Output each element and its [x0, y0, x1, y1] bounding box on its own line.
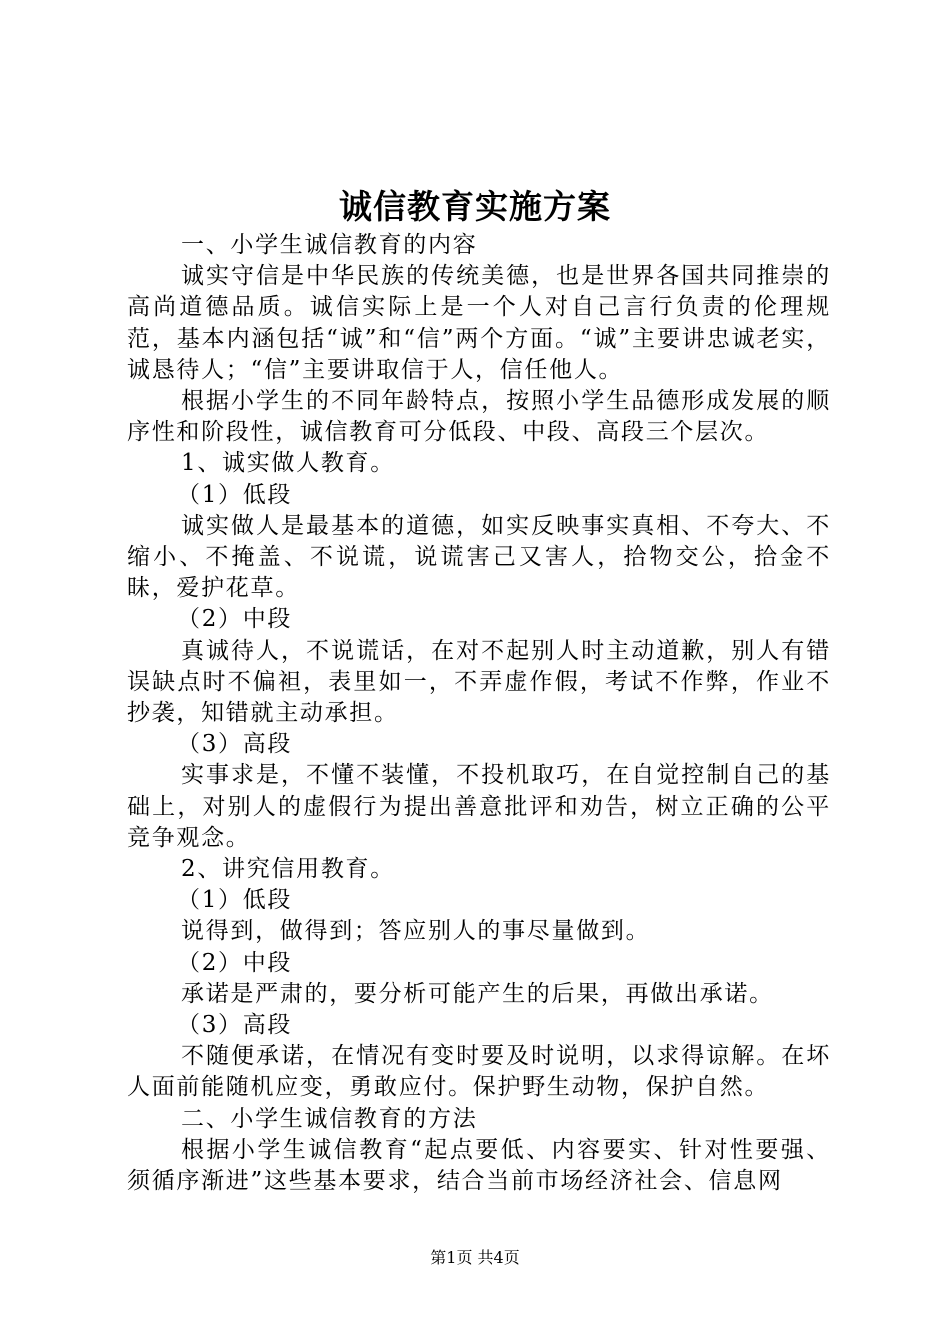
- document-title: 诚信教育实施方案: [339, 187, 611, 226]
- body-paragraph: 真诚待人，不说谎话，在对不起别人时主动道歉，别人有错误缺点时不偏袒，表里如一，不弄虚作假，考试不作弊，作业不抄袭，知错就主动承担。: [127, 637, 831, 727]
- stage-heading: （2）中段: [177, 606, 293, 633]
- section-heading: 二、小学生诚信教育的方法: [181, 1105, 478, 1132]
- document-body: [127, 230, 831, 1197]
- body-paragraph: 说得到，做得到；答应别人的事尽量做到。: [181, 918, 651, 945]
- body-paragraph: 根据小学生的不同年龄特点，按照小学生品德形成发展的顺序性和阶段性，诚信教育可分低段、中段、高段三个层次。: [127, 388, 831, 446]
- stage-heading: （3）高段: [177, 1012, 293, 1039]
- body-paragraph: 根据小学生诚信教育“起点要低、内容要实、针对性要强、须循序渐进”这些基本要求，结合当前市场经济社会、信息网: [127, 1136, 831, 1195]
- stage-heading: （2）中段: [177, 949, 293, 976]
- stage-heading: （1）低段: [177, 887, 293, 914]
- body-paragraph: 不随便承诺，在情况有变时要及时说明，以求得谅解。在坏人面前能随机应变，勇敢应付。保护野生动物，保护自然。: [127, 1043, 831, 1101]
- section-heading: 一、小学生诚信教育的内容: [181, 232, 478, 258]
- stage-heading: （3）高段: [177, 731, 293, 758]
- subsection-heading: 1、诚实做人教育。: [181, 450, 395, 477]
- subsection-heading: 2、讲究信用教育。: [181, 856, 395, 883]
- body-paragraph: 实事求是，不懂不装懂，不投机取巧，在自觉控制自己的基础上，对别人的虚假行为提出善意批评和劝告，树立正确的公平竞争观念。: [127, 762, 831, 851]
- body-paragraph: 承诺是严肃的，要分析可能产生的后果，再做出承诺。: [181, 980, 774, 1007]
- body-paragraph: 诚实做人是最基本的道德，如实反映事实真相、不夸大、不缩小、不掩盖、不说谎，说谎害己又害人，拾物交公，拾金不昧，爱护花草。: [127, 512, 831, 602]
- body-paragraph: 诚实守信是中华民族的传统美德，也是世界各国共同推崇的高尚道德品质。诚信实际上是一个人对自己言行负责的伦理规范，基本内涵包括“诚”和“信”两个方面。“诚”主要讲忠诚老实，诚恳待人；“信”主要讲取信于人，信任他人。: [127, 263, 831, 383]
- stage-heading: （1）低段: [177, 481, 293, 508]
- page-number: 第1页 共4页: [430, 1248, 520, 1267]
